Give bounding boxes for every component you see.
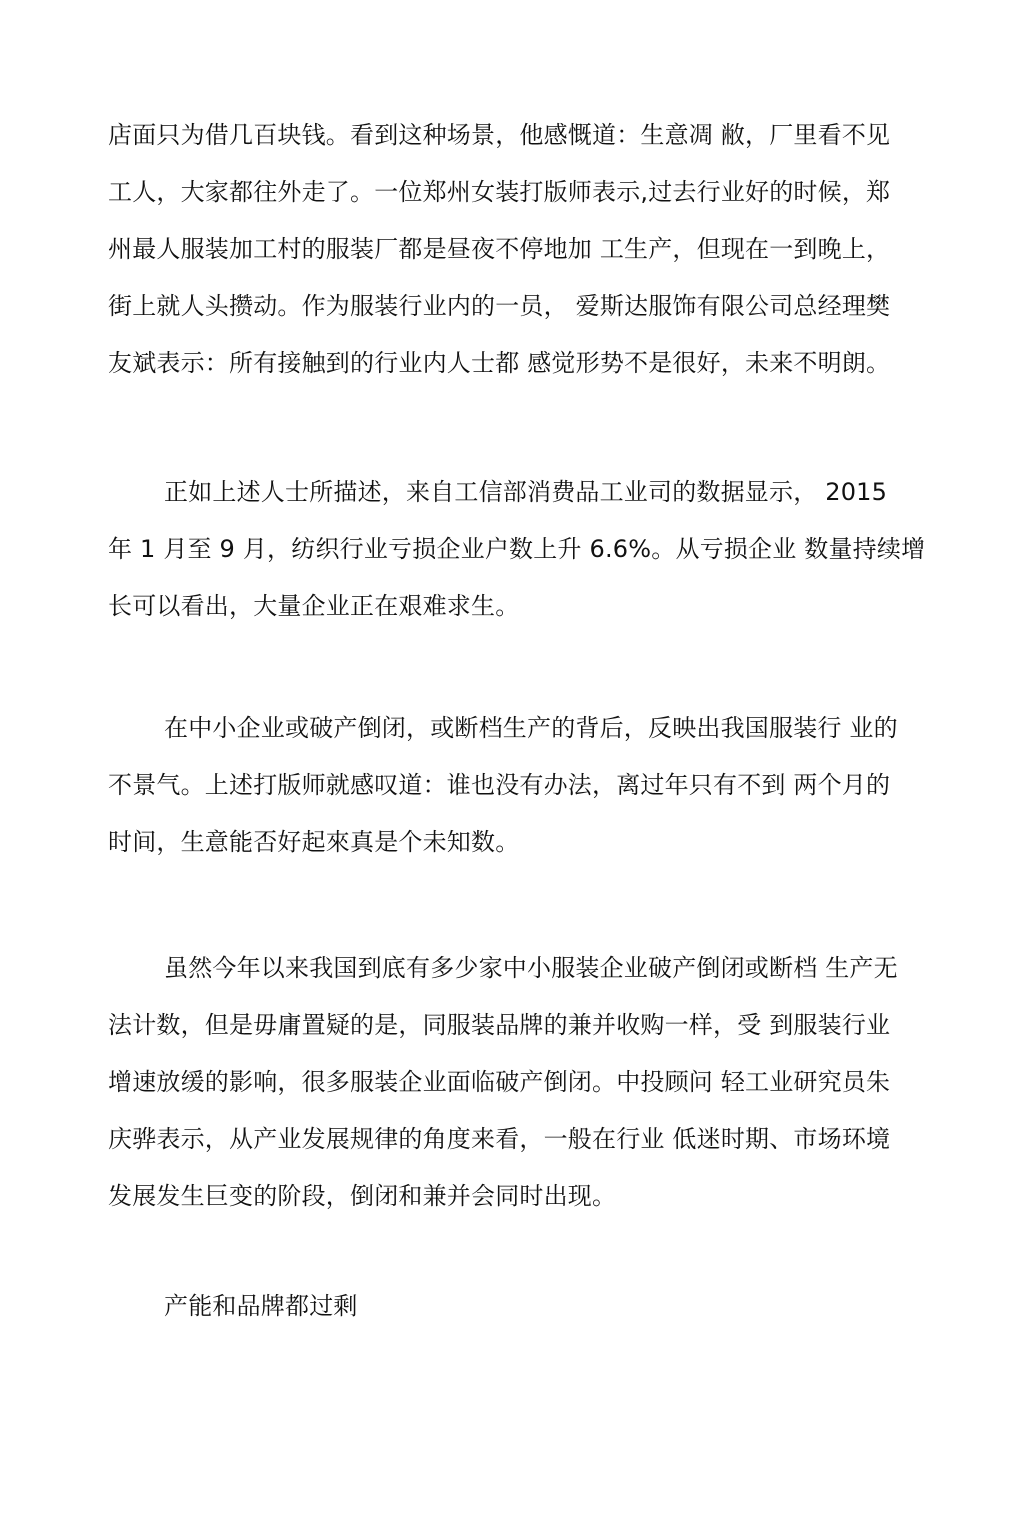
text-line: 庆骅表示，从产业发展规律的角度来看，一般在行业 低迷时期、市场环境: [108, 1125, 891, 1153]
text-line: 时间，生意能否好起來真是个未知数。: [108, 828, 520, 856]
text-line: 工人，大家都往外走了。一位郑州女装打版师表示,过去行业好的时候，郑: [108, 178, 891, 206]
text-line: 发展发生巨变的阶段，倒闭和兼并会同时出现。: [108, 1182, 617, 1210]
paragraph-4: [108, 940, 928, 1225]
text-line: 在中小企业或破产倒闭，或断档生产的背后，反映出我国服装行 业的: [164, 714, 898, 742]
text-line: 店面只为借几百块钱。看到这种场景，他感慨道：生意凋 敝，厂里看不见: [108, 121, 891, 149]
text-line: 正如上述人士所描述，来自工信部消费品工业司的数据显示， 2015: [164, 478, 888, 506]
text-line: 友斌表示：所有接触到的行业内人士都 感觉形势不是很好，未来不明朗。: [108, 349, 891, 377]
paragraph-3: [108, 700, 928, 871]
text-line: 虽然今年以来我国到底有多少家中小服装企业破产倒闭或断档 生产无: [164, 954, 898, 982]
text-line: 年 1 月至 9 月，纺织行业亏损企业户数上升 6.6%。从亏损企业 数量持续增: [108, 535, 926, 563]
text-line: 增速放缓的影响，很多服装企业面临破产倒闭。中投顾问 轻工业研究员朱: [108, 1068, 891, 1096]
text-line: 街上就人头攒动。作为服装行业内的一员， 爱斯达服饰有限公司总经理樊: [108, 292, 891, 320]
text-line: 不景气。上述打版师就感叹道：谁也没有办法，离过年只有不到 两个月的: [108, 771, 891, 799]
heading-text: 产能和品牌都过剩: [164, 1292, 358, 1320]
text-line: 长可以看出，大量企业正在艰难求生。: [108, 592, 520, 620]
text-line: 州最人服装加工村的服装厂都是昼夜不停地加 工生产，但现在一到晚上，: [108, 235, 891, 263]
section-heading: [108, 1278, 928, 1335]
paragraph-1: [108, 107, 928, 392]
text-line: 法计数，但是毋庸置疑的是，同服装品牌的兼并收购一样，受 到服装行业: [108, 1011, 891, 1039]
paragraph-2: [108, 464, 928, 635]
